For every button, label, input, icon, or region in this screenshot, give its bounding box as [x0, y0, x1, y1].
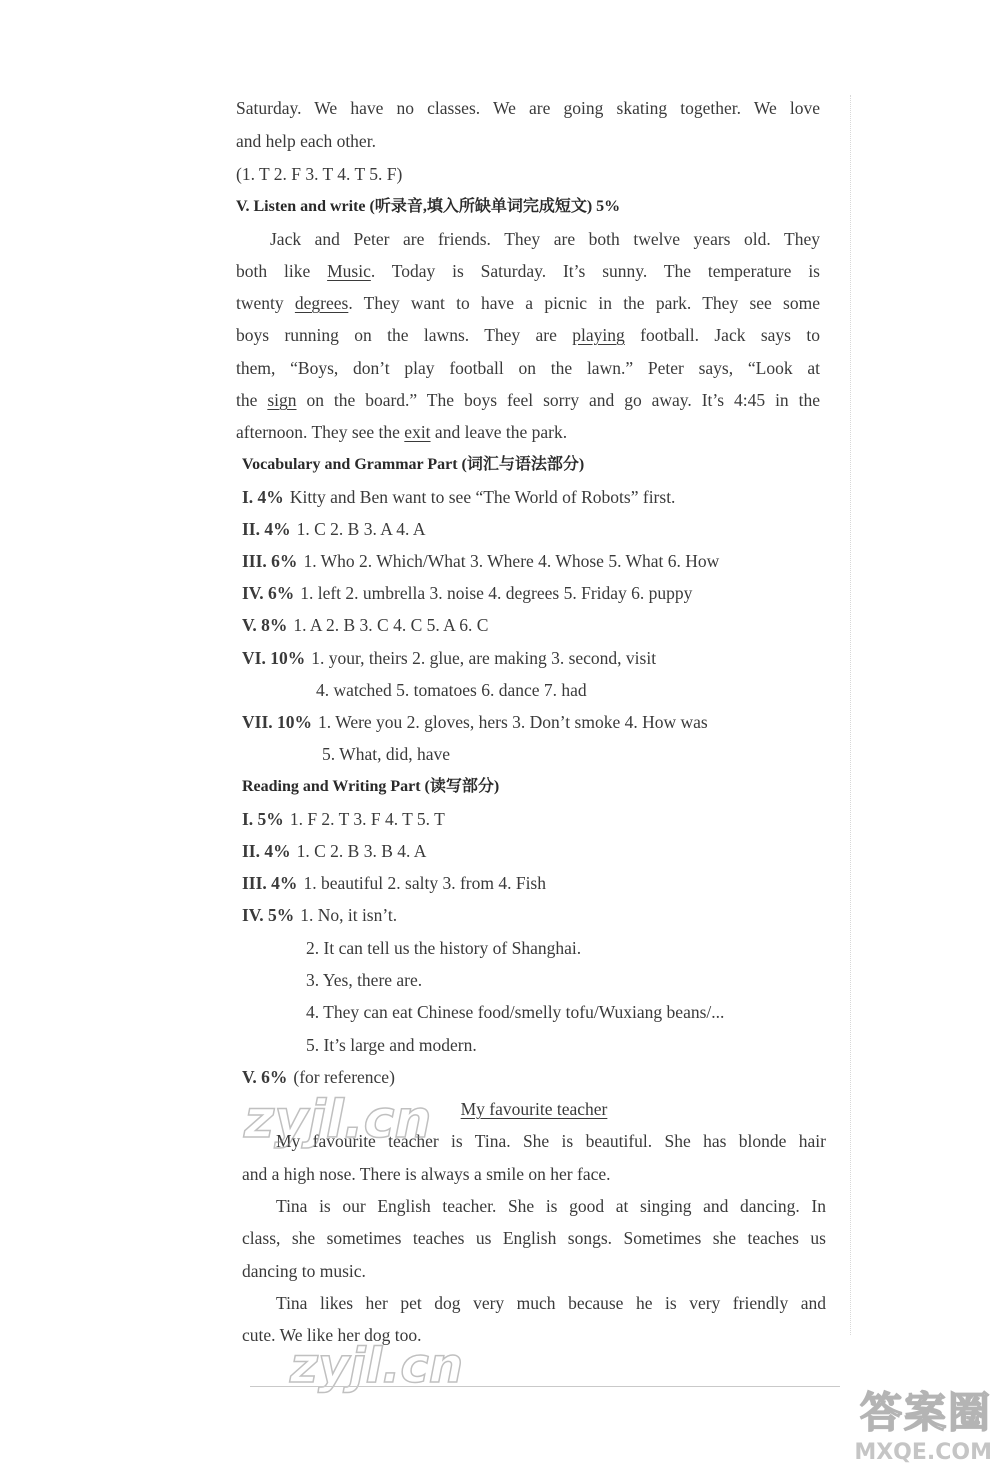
reading-iv-4: 4. They can eat Chinese food/smelly tofu/Wuxiang beans/... — [306, 1002, 725, 1022]
item-answer: (for reference) — [293, 1067, 395, 1087]
item-answer: 1. your, theirs 2. glue, are making 3. second, visit — [311, 648, 657, 668]
item-answer: 1. Who 2. Which/What 3. Where 4. Whose 5. What 6. How — [303, 551, 720, 571]
cloze-text: . They want to have a picnic in the park. They see some — [348, 293, 820, 313]
item-answer: 1. F 2. T 3. F 4. T 5. T — [289, 809, 445, 829]
cloze-text: the — [236, 390, 268, 410]
item-label: II. 4% — [242, 519, 291, 539]
cloze-line-7 — [236, 420, 820, 444]
cloze-text: . Today is Saturday. It’s sunny. The temperature is — [370, 261, 820, 281]
item-label: V. 6% — [242, 1067, 288, 1087]
vocab-vii-cont: 5. What, did, have — [322, 744, 450, 764]
essay-p1-line-2: and a high nose. There is always a smile on her face. — [242, 1164, 611, 1184]
cloze-text: on the board.” The boys feel sorry and go away. It’s 4:45 in the — [296, 390, 820, 410]
reading-writing-title: Reading and Writing Part (读写部分) — [242, 778, 500, 795]
reading-iii — [242, 871, 826, 895]
item-label: IV. 5% — [242, 905, 295, 925]
vocab-iii — [242, 549, 826, 573]
cloze-line-4 — [236, 323, 820, 347]
cloze-answer: Music — [327, 261, 371, 281]
item-label: II. 4% — [242, 841, 291, 861]
item-answer: 1. A 2. B 3. C 4. C 5. A 6. C — [293, 615, 489, 635]
top-paragraph-line-2: and help each other. — [236, 131, 376, 151]
item-label: V. 8% — [242, 615, 288, 635]
item-answer: 1. beautiful 2. salty 3. from 4. Fish — [303, 873, 546, 893]
section-iv-answers: (1. T 2. F 3. T 4. T 5. F) — [236, 164, 403, 184]
reading-ii — [242, 839, 826, 863]
vocab-vi — [242, 646, 826, 670]
cloze-answer: degrees — [294, 293, 349, 313]
corner-watermark — [854, 1380, 992, 1465]
essay-p2-line-1: Tina is our English teacher. She is good at singing and dancing. In — [276, 1196, 826, 1216]
essay-title-text: My favourite teacher — [460, 1099, 608, 1119]
item-answer: 1. C 2. B 3. B 4. A — [296, 841, 427, 861]
essay-p2-line-2: class, she sometimes teaches us English songs. Sometimes she teaches us — [242, 1228, 826, 1248]
cloze-line-2 — [236, 259, 820, 283]
cloze-line-1: Jack and Peter are friends. They are both twelve years old. They — [270, 229, 820, 249]
corner-watermark-logo: 答案圈 — [859, 1388, 992, 1437]
cloze-line-3 — [236, 291, 820, 315]
reading-i — [242, 807, 826, 831]
cloze-text: football. Jack says to — [624, 325, 820, 345]
reading-iv-2: 2. It can tell us the history of Shanghai. — [306, 938, 582, 958]
item-answer: 1. No, it isn’t. — [300, 905, 398, 925]
cloze-answer: playing — [572, 325, 625, 345]
item-answer: 1. left 2. umbrella 3. noise 4. degrees 5. Friday 6. puppy — [300, 583, 693, 603]
cloze-line-5: them, “Boys, don’t play football on the lawn.” Peter says, “Look at — [236, 358, 820, 378]
vocab-vii — [242, 710, 826, 734]
item-label: IV. 6% — [242, 583, 295, 603]
item-answer: 1. Were you 2. gloves, hers 3. Don’t smoke 4. How was — [318, 712, 708, 732]
watermark-zyjl-bottom: zyjl.cn — [290, 1338, 463, 1394]
section-v-title: V. Listen and write (听录音,填入所缺单词完成短文) 5% — [236, 198, 621, 215]
vocab-iv — [242, 581, 826, 605]
vocab-v — [242, 613, 826, 637]
corner-watermark-url: MXQE.COM — [854, 1440, 992, 1465]
item-answer: Kitty and Ben want to see “The World of Robots” first. — [289, 487, 676, 507]
essay-p3-line-2: cute. We like her dog too. — [242, 1325, 422, 1345]
cloze-text: afternoon. They see the — [236, 422, 405, 442]
reading-iv — [242, 903, 826, 927]
essay-p1-line-1: My favourite teacher is Tina. She is beautiful. She has blonde hair — [276, 1131, 826, 1151]
item-label: VI. 10% — [242, 648, 306, 668]
top-paragraph-line-1: Saturday. We have no classes. We are going skating together. We love — [236, 98, 820, 118]
footer-rule — [250, 1386, 840, 1387]
cloze-text: both like — [236, 261, 328, 281]
vocab-grammar-title: Vocabulary and Grammar Part (词汇与语法部分) — [242, 456, 585, 473]
watermark-zyjl: zyjl.cn — [244, 1090, 432, 1150]
cloze-answer: sign — [267, 390, 297, 410]
item-answer: 1. C 2. B 3. A 4. A — [296, 519, 426, 539]
item-label: VII. 10% — [242, 712, 313, 732]
vocab-vi-cont: 4. watched 5. tomatoes 6. dance 7. had — [316, 680, 587, 700]
reading-iv-5: 5. It’s large and modern. — [306, 1035, 477, 1055]
item-label: III. 4% — [242, 873, 298, 893]
cloze-text: twenty — [236, 293, 295, 313]
item-label: I. 4% — [242, 487, 284, 507]
item-label: III. 6% — [242, 551, 298, 571]
cloze-answer: exit — [404, 422, 431, 442]
reading-v — [242, 1065, 826, 1089]
cloze-text: and leave the park. — [430, 422, 568, 442]
item-label: I. 5% — [242, 809, 284, 829]
essay-p2-line-3: dancing to music. — [242, 1261, 366, 1281]
reading-iv-3: 3. Yes, there are. — [306, 970, 423, 990]
right-margin-rule — [850, 95, 851, 1335]
vocab-ii — [242, 517, 826, 541]
cloze-text: boys running on the lawns. They are — [236, 325, 573, 345]
cloze-line-6 — [236, 388, 820, 412]
vocab-i — [242, 485, 826, 509]
essay-p3-line-1: Tina likes her pet dog very much because he is very friendly and — [276, 1293, 826, 1313]
